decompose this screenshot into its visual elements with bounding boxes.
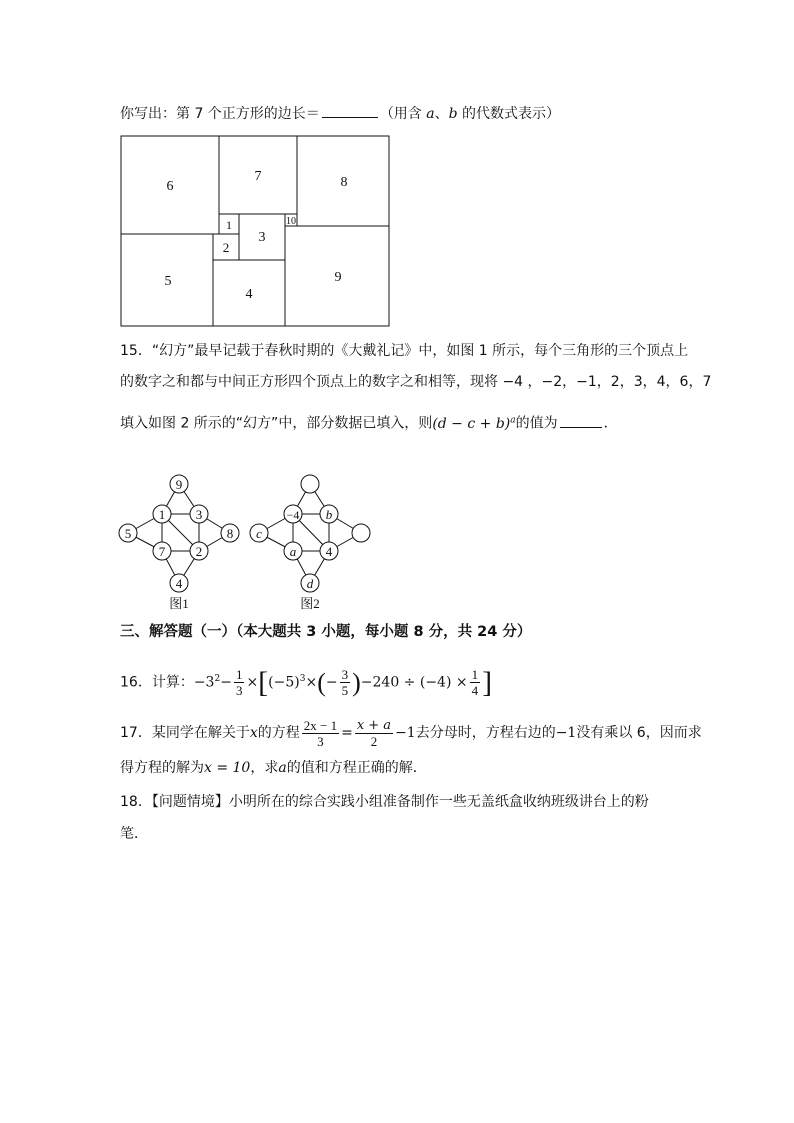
q16-frac-3-den: 4 — [471, 683, 479, 699]
q17-var-x: x — [249, 725, 258, 741]
fig1-label-upper-right: 3 — [195, 507, 203, 522]
q18-line-1: 18．【问题情境】小明所在的综合实践小组准备制作一些无盖纸盒收纳班级讲台上的粉 — [120, 794, 649, 810]
q16-times: × — [246, 674, 259, 691]
q16-term-2: (−5) — [268, 674, 300, 691]
q15-line-3-end: ． — [603, 415, 618, 432]
fig1-label-left: 5 — [124, 526, 132, 541]
fig2-caption: 图2 — [300, 596, 320, 611]
q16-frac-2-den: 5 — [341, 683, 349, 699]
q18-line-2: 笔． — [120, 826, 148, 842]
q17-prefix: 17．某同学在解关于 — [120, 725, 250, 741]
q17-frac-1-den: 3 — [317, 733, 324, 749]
q16-times-2: × — [305, 674, 318, 691]
fig2-label-lower-right: 4 — [325, 544, 333, 559]
q14-suffix-b: 的代数式表示） — [457, 106, 561, 122]
q14-sep: 、 — [434, 106, 449, 122]
q16-term-2-sup: 3 — [299, 674, 306, 684]
q17-tail: −1 — [395, 725, 416, 741]
q17-solution: x = 10 — [204, 760, 251, 776]
square-label-7: 7 — [254, 169, 262, 184]
q14-var-a: a — [426, 106, 435, 122]
q16-label: 16．计算： — [120, 674, 194, 691]
squares-figure — [118, 133, 394, 331]
q15-line-3-suffix: 的值为 — [515, 415, 558, 432]
section-3-title: 三、解答题（一）（本大题共 3 小题，每小题 8 分，共 24 分） — [120, 624, 532, 640]
q15-expr — [432, 416, 515, 432]
fig2-label-left: c — [256, 526, 262, 541]
q16-line — [120, 662, 493, 699]
q15-line-3 — [120, 410, 618, 434]
q16-neg: − — [325, 674, 338, 691]
square-label-6: 6 — [166, 179, 174, 194]
q16-term-1: −3 — [193, 674, 215, 691]
fig1-label-top: 9 — [175, 477, 183, 492]
q15-expr-body: (d − c + b) — [432, 415, 511, 432]
fig1-label-upper-left: 1 — [158, 507, 166, 522]
fig1-label-lower-left: 7 — [158, 544, 166, 559]
q17-var-a: a — [278, 760, 287, 776]
q16-minus: − — [220, 674, 232, 691]
q17-eq: = — [341, 725, 353, 741]
fig1-edges — [128, 484, 230, 583]
fig2-node-top — [301, 475, 319, 493]
q16-right-bracket: ] — [482, 665, 493, 699]
q17-frac-1-num: 2x − 1 — [303, 717, 338, 733]
q17-frac-2 — [355, 718, 393, 749]
q16-frac-1 — [234, 667, 245, 698]
fig1-label-right: 8 — [226, 526, 234, 541]
fig1-caption: 图1 — [169, 596, 189, 611]
fig1-label-bottom: 4 — [175, 576, 183, 591]
square-label-5: 5 — [164, 274, 172, 289]
q17-line-2-suffix: 的值和方程正确的解． — [286, 760, 427, 776]
square-label-1: 1 — [226, 218, 232, 232]
q17-line-2-mid: ，求 — [250, 760, 279, 776]
square-label-4: 4 — [245, 287, 253, 302]
q17-neg-1: −1 — [555, 725, 577, 741]
q17-suffix-2: 没有乘以 6，因而求 — [576, 725, 702, 741]
fig1-label-lower-right: 2 — [195, 544, 203, 559]
q14-prefix: 你写出：第 7 个正方形的边长＝ — [120, 106, 320, 122]
q16-frac-3-num: 1 — [471, 667, 479, 683]
q17-line-2 — [120, 758, 427, 778]
q15-line-2: 的数字之和都与中间正方形四个顶点上的数字之和相等，现将 −4 ，−2，−1，2，3，4，6，7 — [120, 374, 712, 390]
q15-line-3-prefix: 填入如图 2 所示的“幻方”中，部分数据已填入，则 — [120, 415, 433, 432]
fig2-label-upper-left: −4 — [286, 508, 300, 522]
q15-expr-sup: a — [510, 415, 516, 425]
q15-answer-blank[interactable] — [560, 413, 602, 428]
q16-frac-3 — [470, 667, 481, 698]
q16-left-bracket: [ — [258, 665, 269, 699]
q16-frac-1-den: 3 — [235, 683, 243, 699]
q17-frac-1 — [302, 718, 339, 749]
q17-suffix: 去分母时，方程右边的 — [415, 725, 556, 741]
square-label-9: 9 — [334, 270, 342, 285]
magic-figures — [110, 470, 390, 616]
square-label-10: 10 — [286, 216, 296, 227]
fig2-node-right — [352, 524, 370, 542]
q15-line-1: 15．“幻方”最早记载于春秋时期的《大戴礼记》中，如图 1 所示，每个三角形的三个顶点上 — [120, 343, 689, 359]
q16-left-paren: ( — [317, 667, 326, 697]
q16-rest: −240 ÷ (−4) × — [360, 674, 468, 691]
q16-right-paren: ) — [352, 667, 361, 697]
q16-term-1-sup: 2 — [214, 674, 221, 684]
fig2-label-bottom: d — [306, 576, 314, 591]
q14-suffix-a: （用含 — [379, 106, 427, 122]
q16-frac-2 — [340, 667, 351, 698]
fig2-label-upper-right: b — [325, 507, 333, 522]
q17-frac-2-num: x + a — [356, 717, 392, 733]
q16-frac-2-num: 3 — [341, 667, 349, 683]
q14-answer-blank[interactable] — [322, 103, 378, 118]
q17-frac-2-den: 2 — [370, 733, 378, 749]
square-label-2: 2 — [222, 240, 230, 255]
q17-line-2-prefix: 得方程的解为 — [120, 760, 204, 776]
q16-frac-1-num: 1 — [235, 667, 243, 683]
q14-question-line — [120, 103, 560, 124]
q17-mid: 的方程 — [257, 725, 300, 741]
square-label-3: 3 — [258, 230, 266, 245]
q17-line-1 — [120, 716, 702, 750]
square-label-8: 8 — [340, 175, 348, 190]
q14-var-b: b — [448, 106, 458, 122]
fig2-label-lower-left: a — [289, 544, 297, 559]
fig2-edges — [259, 484, 361, 583]
